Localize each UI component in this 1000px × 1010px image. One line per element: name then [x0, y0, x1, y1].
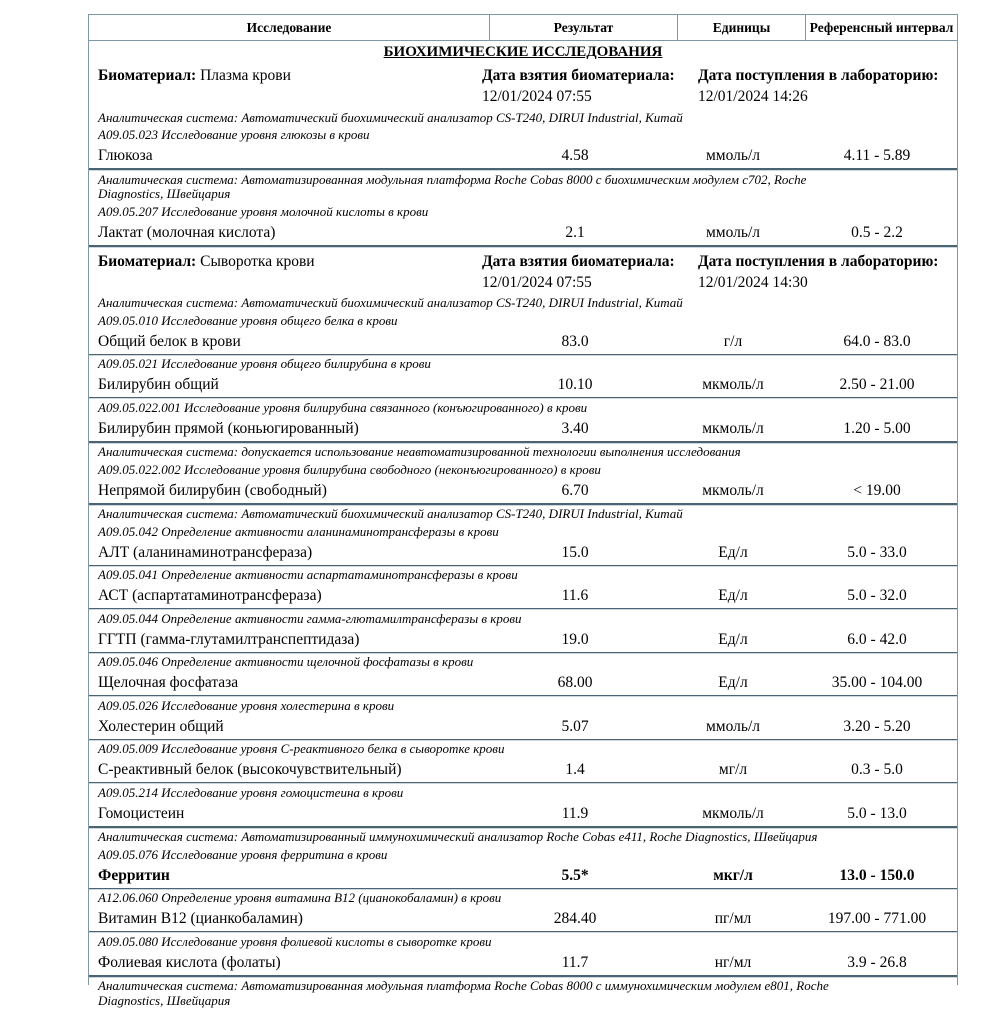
test-reference: 2.50 - 21.00 [839, 376, 915, 393]
test-code-note: A09.05.044 Определение активности гамма-глютамилтрансферазы в крови [98, 610, 522, 626]
report-body [88, 41, 958, 1008]
test-name: Билирубин прямой (коньюгированный) [98, 419, 359, 437]
analytic-system-note: Аналитическая система: допускается использование неавтоматизированной технологии выполнения исследования [98, 444, 741, 459]
test-row [89, 144, 957, 168]
test-result: 2.1 [565, 223, 585, 241]
test-code-note: A09.05.042 Определение активности аланинаминотрансферазы в крови [98, 523, 499, 539]
biomaterial-row [89, 248, 957, 295]
test-reference: 5.0 - 13.0 [847, 804, 907, 822]
test-name: Общий белок в крови [98, 332, 241, 350]
test-units: Ед/л [718, 543, 748, 561]
date-taken-cell [482, 253, 698, 292]
test-units: мкмоль/л [702, 804, 764, 822]
test-result: 5.5* [561, 866, 589, 884]
test-result: 11.6 [561, 587, 589, 604]
test-units: мкмоль/л [702, 376, 764, 393]
test-name: Холестерин общий [98, 717, 224, 735]
test-name: Фолиевая кислота (фолаты) [98, 953, 281, 971]
date-received-label: Дата поступления в лабораторию: [698, 67, 939, 84]
biomaterial-label: Биоматериал: [98, 67, 201, 84]
test-row [89, 373, 957, 397]
test-reference: 0.3 - 5.0 [851, 761, 903, 778]
column-header-research: Исследование [88, 14, 489, 41]
test-name: Лактат (молочная кислота) [98, 223, 276, 241]
biomaterial-value: Плазма крови [200, 67, 291, 84]
test-name: ГГТП (гамма-глутамилтранспептидаза) [98, 630, 360, 648]
test-result: 83.0 [561, 332, 589, 350]
test-reference: < 19.00 [853, 481, 901, 499]
test-name: Непрямой билирубин (свободный) [98, 481, 327, 499]
test-row [89, 628, 957, 652]
test-row [89, 671, 957, 695]
test-name: Глюкоза [98, 147, 153, 164]
test-units: мкмоль/л [702, 419, 764, 437]
test-result: 4.58 [561, 147, 589, 164]
test-name: Билирубин общий [98, 376, 219, 393]
test-result: 6.70 [561, 481, 589, 499]
test-row [89, 330, 957, 354]
analytic-system-note: Аналитическая система: Автоматизированная модульная платформа Roche Cobas 8000 с иммунохимическим модулем e801, Roche Diagnostics, Швейцария [98, 978, 829, 1008]
column-header-result: Результат [489, 14, 677, 41]
biomaterial-label: Биоматериал: [98, 252, 201, 270]
test-reference: 197.00 - 771.00 [827, 910, 927, 927]
column-header-reference-interval: Референсный интервал [805, 14, 958, 41]
date-taken-label: Дата взятия биоматериала: [482, 67, 675, 84]
test-reference: 0.5 - 2.2 [851, 223, 903, 241]
test-reference: 1.20 - 5.00 [843, 419, 911, 437]
date-taken-cell [482, 67, 698, 106]
column-header-units: Единицы [677, 14, 805, 41]
test-result: 10.10 [557, 376, 593, 393]
test-units: Ед/л [718, 587, 748, 604]
test-units: пг/мл [714, 910, 752, 927]
test-reference: 5.0 - 33.0 [847, 543, 907, 561]
biomaterial-value: Сыворотка крови [200, 252, 315, 270]
test-name: Щелочная фосфатаза [98, 674, 239, 691]
analytic-system-note: Аналитическая система: Автоматический биохимический анализатор CS-T240, DIRUI Industrial, Китай [98, 109, 683, 125]
test-row [89, 907, 957, 931]
test-result: 5.07 [561, 717, 589, 735]
section-title-text: БИОХИМИЧЕСКИЕ ИССЛЕДОВАНИЯ [383, 44, 663, 60]
test-units: мкг/л [713, 866, 753, 884]
test-units: ммоль/л [705, 223, 760, 241]
biomaterial-cell [89, 67, 482, 106]
test-row [89, 758, 957, 782]
test-reference: 13.0 - 150.0 [839, 866, 915, 884]
test-code-note: A09.05.009 Исследование уровня С-реактивного белка в сыворотке крови [98, 741, 505, 756]
test-code-note: A09.05.026 Исследование уровня холестерина в крови [98, 697, 395, 713]
test-code-note: A09.05.022.002 Исследование уровня билирубина свободного (неконъюгированного) в крови [98, 461, 601, 477]
test-row [89, 864, 957, 888]
test-name: Витамин B12 (цианкобаламин) [98, 910, 303, 927]
test-code-note: A09.05.023 Исследование уровня глюкозы в крови [98, 127, 370, 142]
table-header-row [88, 14, 958, 41]
test-reference: 3.20 - 5.20 [843, 717, 911, 735]
test-units: г/л [723, 332, 743, 350]
test-result: 68.00 [557, 674, 593, 691]
test-result: 284.40 [553, 910, 597, 927]
test-result: 11.9 [561, 804, 589, 822]
date-taken-value: 12/01/2024 07:55 [482, 273, 592, 291]
analytic-system-note: Аналитическая система: Автоматизированный иммунохимический анализатор Roche Cobas e411, Roche Diagnostics, Швейцария [98, 829, 818, 844]
test-code-note: A09.05.010 Исследование уровня общего белка в крови [98, 312, 398, 328]
test-reference: 64.0 - 83.0 [843, 332, 911, 350]
test-units: нг/мл [714, 953, 752, 971]
test-reference: 3.9 - 26.8 [847, 953, 907, 971]
test-code-note: A09.05.021 Исследование уровня общего билирубина в крови [98, 356, 431, 371]
date-received-label: Дата поступления в лабораторию: [698, 252, 939, 270]
test-code-note: A09.05.076 Исследование уровня ферритина в крови [98, 846, 388, 862]
test-units: ммоль/л [705, 717, 760, 735]
analytic-system-note: Аналитическая система: Автоматический биохимический анализатор CS-T240, DIRUI Industrial, Китай [98, 295, 683, 310]
test-row [89, 802, 957, 826]
test-reference: 6.0 - 42.0 [847, 630, 907, 648]
test-name: Гомоцистеин [98, 804, 185, 822]
test-reference: 5.0 - 32.0 [847, 587, 907, 604]
date-received-value: 12/01/2024 14:26 [698, 88, 808, 105]
test-row [89, 541, 957, 565]
date-received-cell [698, 67, 957, 106]
test-result: 1.4 [565, 761, 585, 778]
test-row [89, 715, 957, 739]
test-result: 19.0 [561, 630, 589, 648]
test-units: ммоль/л [705, 147, 760, 164]
test-units: Ед/л [718, 630, 748, 648]
test-row [89, 417, 957, 441]
test-units: Ед/л [718, 674, 748, 691]
test-name: АСТ (аспартатаминотрансфераза) [98, 587, 322, 604]
test-row [89, 584, 957, 608]
test-name: С-реактивный белок (высокочувствительный) [98, 761, 402, 778]
test-code-note: A09.05.214 Исследование уровня гомоцистеина в крови [98, 784, 404, 800]
test-units: мкмоль/л [702, 481, 764, 499]
test-row [89, 221, 957, 245]
test-row [89, 951, 957, 975]
biomaterial-row [89, 62, 957, 109]
test-result: 3.40 [561, 419, 589, 437]
date-taken-label: Дата взятия биоматериала: [482, 252, 675, 270]
test-code-note: A09.05.207 Исследование уровня молочной кислоты в крови [98, 203, 429, 219]
test-code-note: A09.05.080 Исследование уровня фолиевой кислоты в сыворотке крови [98, 933, 492, 949]
lab-report-page [88, 14, 958, 1008]
section-title [89, 41, 957, 62]
test-name: АЛТ (аланинаминотрансфераза) [98, 543, 313, 561]
test-row [89, 479, 957, 503]
test-result: 15.0 [561, 543, 589, 561]
biomaterial-cell [89, 253, 482, 292]
analytic-system-note: Аналитическая система: Автоматический биохимический анализатор CS-T240, DIRUI Industrial, Китай [98, 506, 683, 521]
test-code-note: A09.05.041 Определение активности аспартатаминотрансферазы в крови [98, 567, 518, 582]
test-reference: 4.11 - 5.89 [843, 147, 911, 164]
test-code-note: A09.05.046 Определение активности щелочной фосфатазы в крови [98, 654, 474, 669]
test-code-note: A12.06.060 Определение уровня витамина B12 (цианокобаламин) в крови [98, 890, 502, 905]
test-reference: 35.00 - 104.00 [831, 674, 923, 691]
date-taken-value: 12/01/2024 07:55 [482, 88, 592, 105]
test-name: Ферритин [98, 866, 170, 884]
date-received-cell [698, 253, 957, 292]
date-received-value: 12/01/2024 14:30 [698, 273, 808, 291]
test-result: 11.7 [561, 953, 589, 971]
test-units: мг/л [718, 761, 748, 778]
test-code-note: A09.05.022.001 Исследование уровня билирубина связанного (конъюгированного) в крови [98, 399, 588, 415]
analytic-system-note: Аналитическая система: Автоматизированная модульная платформа Roche Cobas 8000 с биохимическим модулем c702, Roche Diagnostics, Швейцария [98, 171, 807, 201]
